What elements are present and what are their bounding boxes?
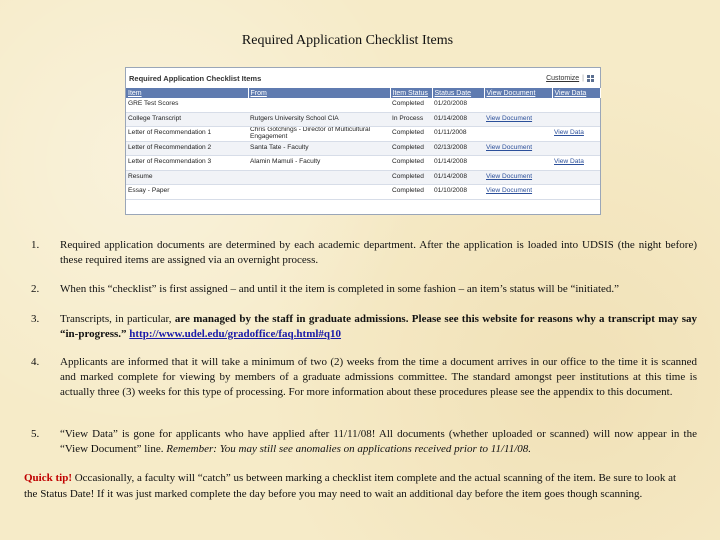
- view-document-link[interactable]: View Document: [486, 114, 533, 122]
- status-cell: In Process: [390, 112, 432, 127]
- from-cell: Alamin Mamuli - Faculty: [248, 156, 390, 171]
- view-data-link[interactable]: View Data: [554, 158, 584, 166]
- from-cell: [248, 170, 390, 185]
- item-cell: Letter of Recommendation 3: [126, 156, 248, 171]
- list-text-italic: Remember: You may still see anomalies on applications received prior to 11/11/08.: [166, 443, 532, 455]
- status-cell: Completed: [390, 170, 432, 185]
- status-cell: Completed: [390, 141, 432, 156]
- faq-link[interactable]: http://www.udel.edu/gradoffice/faq.html#q10: [129, 328, 342, 340]
- table-row: [126, 170, 600, 185]
- checklist-screenshot: [125, 67, 601, 215]
- status-cell: Completed: [390, 185, 432, 200]
- item-cell: Resume: [126, 170, 248, 185]
- list-text: [60, 427, 697, 457]
- from-cell: Rutgers University School CIA: [248, 112, 390, 127]
- grid-icon[interactable]: [587, 75, 594, 82]
- item-cell: GRE Test Scores: [126, 98, 248, 112]
- col-date-header[interactable]: Status Date: [432, 88, 484, 98]
- list-number: 2.: [31, 283, 40, 295]
- table-row: [126, 98, 600, 112]
- date-cell: 01/14/2008: [432, 170, 484, 185]
- quick-tip: [24, 471, 684, 502]
- date-cell: 01/14/2008: [432, 112, 484, 127]
- quick-tip-text: Occasionally, a faculty will “catch” us between marking a checklist item complete and the actual scanning of the item. Be sure to look at the Status Date! If it was just marked complete the day before you may need to wait an additional day before the item goes though scanning.: [24, 472, 677, 500]
- view-document-link[interactable]: View Document: [486, 187, 533, 195]
- date-cell: 01/14/2008: [432, 156, 484, 171]
- item-cell: Letter of Recommendation 2: [126, 141, 248, 156]
- table-header-row: [126, 88, 600, 98]
- customize-link[interactable]: Customize: [546, 74, 580, 82]
- item-cell: Letter of Recommendation 1: [126, 127, 248, 142]
- table-row: [126, 112, 600, 127]
- col-view-document-header[interactable]: View Document: [484, 88, 552, 98]
- list-text: [60, 312, 697, 342]
- quick-tip-label: Quick tip!: [24, 472, 72, 484]
- col-view-data-header[interactable]: View Data: [552, 88, 600, 98]
- view-document-link[interactable]: View Document: [486, 172, 533, 180]
- list-text-bold: are managed by the staff in graduate admissions. Please see this website for reasons why a transcript may say “in-progress.”: [60, 313, 697, 340]
- from-cell: [248, 185, 390, 200]
- col-item-header[interactable]: Item: [126, 88, 248, 98]
- list-text: Required application documents are determined by each academic department. After the application is loaded into UDSIS (the night before) these required items are assigned via an overnight process.: [60, 239, 697, 266]
- table-row: [126, 185, 600, 200]
- view-data-link[interactable]: View Data: [554, 129, 584, 137]
- col-from-header[interactable]: From: [248, 88, 390, 98]
- list-text-plain: “View Data” is gone for applicants who have applied after 11/11/08! All documents (whether uploaded or scanned) will now appear in the “View Document” line.: [60, 428, 697, 455]
- from-cell: Chris Gotchings - Director of Multicultural Engagement: [250, 126, 371, 140]
- table-row: [126, 156, 600, 171]
- list-number: 3.: [31, 313, 40, 325]
- list-text: Applicants are informed that it will take a minimum of two (2) weeks from the time a document arrives in our office to the time it is scanned and marked complete for viewing by members of a graduate admissions committee. The standard amongst peer institutions at this time is actually three (3) weeks for this type of processing. For more information about these procedures please see the appendix to this document.: [60, 356, 697, 398]
- status-cell: Completed: [390, 127, 432, 142]
- item-cell: Essay - Paper: [126, 185, 248, 200]
- list-text-plain: Transcripts, in particular,: [60, 313, 175, 325]
- list-number: 1.: [31, 239, 40, 251]
- list-number: 5.: [31, 428, 40, 440]
- checklist-header: Required Application Checklist Items Customize |: [126, 68, 600, 88]
- view-document-link[interactable]: View Document: [486, 143, 533, 151]
- date-cell: 01/20/2008: [432, 98, 484, 112]
- checklist-title: Required Application Checklist Items: [129, 73, 262, 83]
- col-status-header[interactable]: Item Status: [390, 88, 432, 98]
- from-cell: [248, 98, 390, 112]
- item-cell: College Transcript: [126, 112, 248, 127]
- checklist-table: [126, 88, 601, 200]
- date-cell: 01/10/2008: [432, 185, 484, 200]
- date-cell: 02/13/2008: [432, 141, 484, 156]
- from-cell: Santa Tate - Faculty: [248, 141, 390, 156]
- table-row: [126, 127, 600, 142]
- page-title: Required Application Checklist Items: [241, 33, 454, 48]
- table-row: [126, 141, 600, 156]
- status-cell: Completed: [390, 98, 432, 112]
- status-cell: Completed: [390, 156, 432, 171]
- list-text: When this “checklist” is first assigned – and until it the item is completed in some fashion – an item’s status will be “initiated.”: [60, 283, 620, 295]
- date-cell: 01/11/2008: [432, 127, 484, 142]
- list-number: 4.: [31, 356, 40, 368]
